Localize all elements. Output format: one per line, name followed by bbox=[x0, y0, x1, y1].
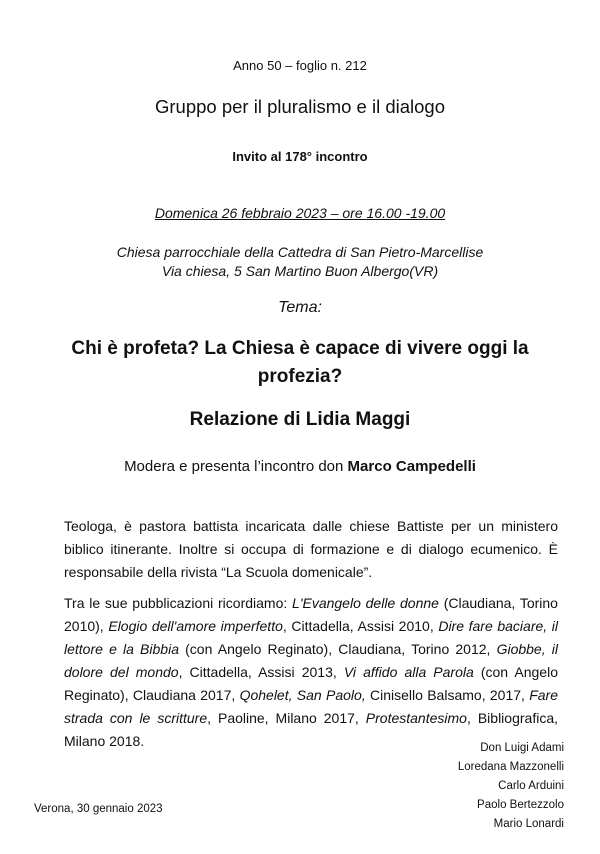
book-details: (con Angelo Reginato), Claudiana, Torino 2012, bbox=[178, 641, 497, 657]
signer-name: Carlo Arduini bbox=[498, 780, 564, 792]
book-details: , Bibliografica, Milano 2018. bbox=[64, 710, 558, 749]
book-title: Fare strada con le scritture bbox=[64, 687, 559, 726]
place-date: Verona, 30 gennaio 2023 bbox=[34, 803, 163, 815]
moderator-name: Marco Campedelli bbox=[347, 458, 476, 475]
book-title: Protestantesimo bbox=[365, 710, 467, 726]
issue-number: Anno 50 – foglio n. 212 bbox=[233, 58, 367, 73]
book-title: Dire fare baciare, il lettore e la Bibbia bbox=[64, 618, 559, 657]
book-title: Qohelet, San Paolo, bbox=[239, 687, 366, 703]
publications-intro: Tra le sue pubblicazioni ricordiamo: bbox=[64, 595, 293, 611]
book-title: L'Evangelo delle donne bbox=[292, 595, 439, 611]
venue-line-1: Chiesa parrocchiale della Cattedra di San Pietro-Marcellise bbox=[116, 244, 484, 260]
bio-paragraph: Teologa, è pastora battista incaricata dalle chiese Battiste per un ministero biblico itinerante. Inoltre si occupa di formazione e di dialogo ecumenico. È responsabile della rivista “La Scuola domenicale”. bbox=[64, 518, 558, 580]
event-date-time: Domenica 26 febbraio 2023 – ore 16.00 -19.00 bbox=[154, 205, 446, 221]
invite-line: Invito al 178° incontro bbox=[232, 149, 368, 164]
signer-name: Mario Lonardi bbox=[493, 818, 564, 830]
signer-name: Don Luigi Adami bbox=[480, 742, 564, 754]
event-venue bbox=[0, 243, 600, 281]
signer-name: Loredana Mazzonelli bbox=[457, 761, 564, 773]
publications-paragraph bbox=[64, 592, 558, 753]
moderator-prefix: Modera e presenta l’incontro don bbox=[124, 458, 344, 475]
moderator-line bbox=[0, 458, 600, 475]
book-details: , Cittadella, Assisi 2010, bbox=[282, 618, 439, 634]
book-details: , Cittadella, Assisi 2013, bbox=[178, 664, 344, 680]
book-title: Vi affido alla Parola bbox=[343, 664, 474, 680]
speaker-line: Relazione di Lidia Maggi bbox=[189, 409, 411, 430]
group-title: Gruppo per il pluralismo e il dialogo bbox=[155, 96, 445, 117]
book-title: Elogio dell'amore imperfetto bbox=[108, 618, 283, 634]
book-details: (Claudiana, Torino 2010), bbox=[64, 595, 558, 634]
book-details: (con Angelo Reginato), Claudiana 2017, bbox=[64, 664, 558, 703]
book-details: Cinisello Balsamo, 2017, bbox=[365, 687, 530, 703]
venue-line-2: Via chiesa, 5 San Martino Buon Albergo(VR) bbox=[161, 263, 439, 279]
tema-label: Tema: bbox=[278, 299, 322, 316]
signer-name: Paolo Bertezzolo bbox=[477, 799, 564, 811]
event-question: Chi è profeta? La Chiesa è capace di vivere oggi la profezia? bbox=[71, 338, 529, 387]
book-details: , Paoline, Milano 2017, bbox=[207, 710, 366, 726]
signers-list bbox=[458, 739, 564, 834]
book-title: Giobbe, il dolore del mondo bbox=[64, 641, 558, 680]
